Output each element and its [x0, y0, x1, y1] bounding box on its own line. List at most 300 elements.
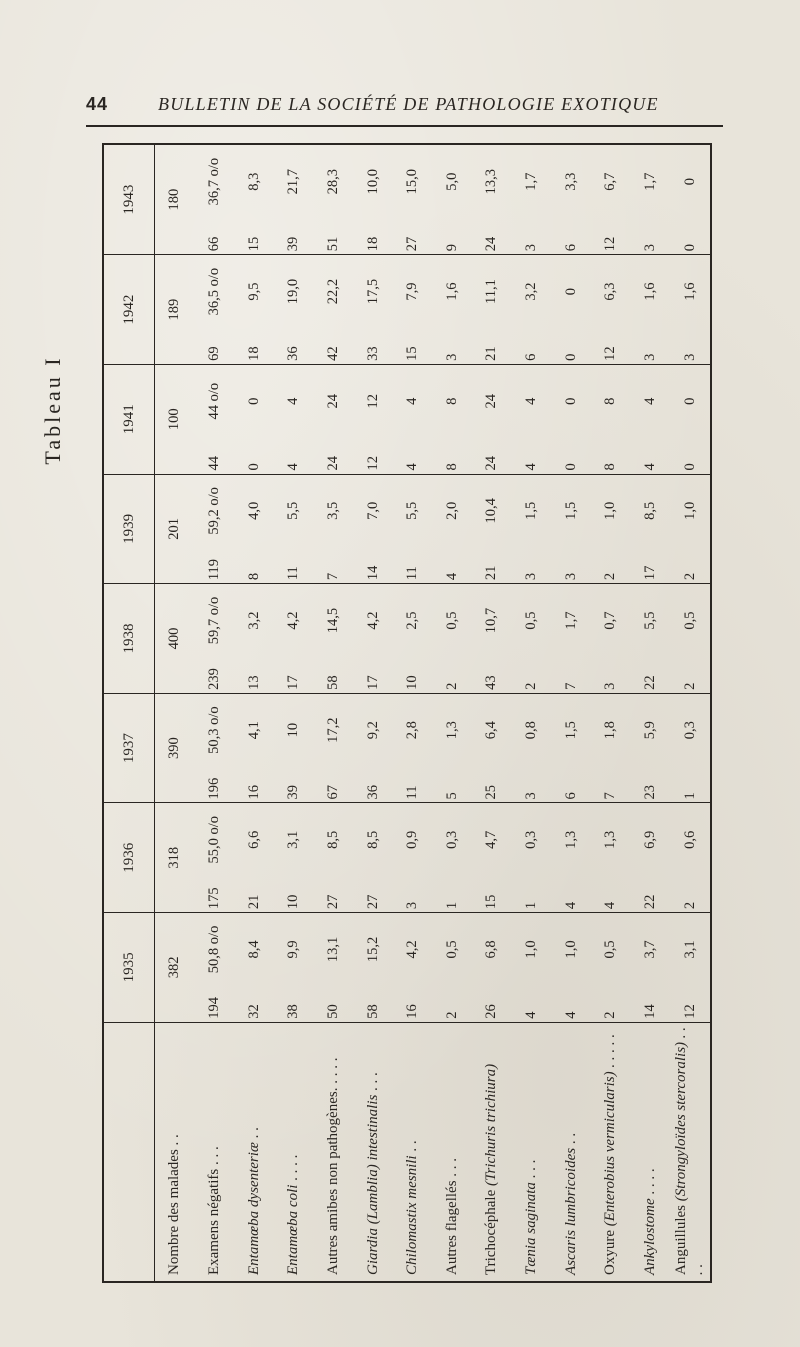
row-label	[353, 1022, 393, 1281]
cell-percent: 3,7	[641, 940, 658, 959]
cell-content	[563, 478, 580, 581]
data-cell	[353, 803, 393, 913]
table-row	[512, 145, 552, 1281]
data-cell	[472, 255, 512, 365]
data-cell	[591, 803, 631, 913]
cell-content	[523, 587, 540, 690]
cell-percent: 5,0	[443, 172, 460, 191]
cell-count: 4	[602, 901, 619, 910]
cell-percent: 0,5	[523, 611, 539, 630]
data-cell	[551, 913, 591, 1023]
cell-percent: 59,7 o/o	[206, 596, 222, 645]
cell-count: 175	[206, 887, 222, 910]
rotated-table	[104, 145, 710, 1281]
cell-total: 201	[166, 517, 183, 540]
cell-content	[285, 587, 302, 690]
cell-content	[285, 148, 302, 251]
data-cell	[472, 693, 512, 803]
cell-percent: 6,3	[602, 282, 619, 301]
table-row	[234, 145, 274, 1281]
cell-content	[682, 258, 699, 361]
cell-content	[444, 587, 461, 690]
cell-percent: 8,3	[245, 172, 262, 191]
cell-content	[483, 478, 500, 581]
corner-cell	[104, 1022, 155, 1281]
cell-content	[166, 148, 183, 251]
cell-count: 26	[483, 1004, 500, 1019]
data-cell	[155, 255, 195, 365]
row-label	[631, 1022, 671, 1281]
cell-content	[404, 368, 421, 471]
cell-count: 39	[285, 236, 302, 252]
cell-content	[246, 148, 263, 251]
cell-percent: 5,5	[285, 501, 302, 520]
year-header-3: 1938	[104, 584, 155, 694]
data-cell	[155, 803, 195, 913]
cell-count: 196	[206, 777, 222, 800]
cell-percent: 6,7	[602, 172, 619, 191]
data-cell	[432, 474, 472, 584]
cell-percent: 8,5	[641, 501, 658, 520]
cell-content	[563, 916, 580, 1019]
data-cell	[551, 145, 591, 255]
cell-count: 17	[285, 675, 302, 690]
cell-content	[166, 806, 183, 909]
row-label	[314, 1022, 354, 1281]
cell-content	[563, 368, 580, 471]
cell-total: 390	[166, 737, 183, 760]
year-header-4: 1939	[104, 474, 155, 584]
cell-content	[444, 368, 461, 471]
data-cell	[631, 145, 671, 255]
cell-percent: 8	[443, 397, 460, 405]
cell-content	[246, 478, 263, 581]
data-cell	[195, 913, 235, 1023]
row-label	[432, 1022, 472, 1281]
cell-content	[365, 258, 382, 361]
row-label	[591, 1022, 631, 1281]
cell-percent: 8,4	[245, 940, 262, 959]
cell-content	[483, 697, 500, 800]
cell-content	[325, 258, 342, 361]
data-cell	[472, 803, 512, 913]
cell-count: 15	[245, 236, 262, 252]
cell-content	[523, 916, 540, 1019]
data-cell	[512, 364, 552, 474]
row-label-italic: Entamœba coli	[285, 1184, 302, 1275]
cell-percent: 15,0	[404, 168, 421, 195]
cell-percent: 10	[285, 722, 302, 738]
cell-content	[206, 148, 223, 251]
cell-content	[523, 806, 540, 909]
cell-percent: 0	[245, 397, 262, 405]
cell-count: 24	[324, 456, 341, 471]
row-label-italic: (Trichuris trichiura)	[483, 1063, 500, 1186]
cell-percent: 4,2	[404, 940, 421, 959]
cell-count: 51	[324, 236, 341, 252]
header-rule	[86, 125, 723, 127]
data-cell	[670, 584, 710, 694]
row-label-text: Nombre des malades . .	[166, 1134, 183, 1275]
cell-content	[483, 368, 500, 471]
cell-percent: 3,1	[285, 830, 302, 849]
cell-percent: 2,8	[404, 721, 421, 740]
cell-content	[483, 587, 500, 690]
cell-content	[404, 916, 421, 1019]
cell-count: 2	[443, 682, 460, 690]
cell-count: 24	[483, 236, 500, 252]
cell-count: 3	[404, 901, 421, 910]
cell-content	[285, 258, 302, 361]
cell-percent: 0,6	[681, 830, 698, 849]
cell-count: 8	[443, 463, 460, 471]
cell-content	[483, 258, 500, 361]
data-cell	[472, 145, 512, 255]
cell-content	[365, 916, 382, 1019]
cell-content	[365, 587, 382, 690]
cell-count: 1	[681, 792, 698, 800]
cell-percent: 17,5	[364, 278, 381, 305]
data-cell	[155, 145, 195, 255]
cell-count: 2	[523, 682, 539, 690]
row-label	[670, 1022, 710, 1281]
cell-count: 33	[364, 346, 381, 361]
cell-percent: 3,2	[245, 611, 262, 630]
data-cell	[393, 474, 433, 584]
data-cell	[393, 364, 433, 474]
cell-percent: 1,6	[443, 282, 460, 301]
cell-content	[682, 587, 699, 690]
cell-content	[325, 148, 342, 251]
cell-percent: 5,5	[404, 501, 421, 520]
data-cell	[274, 474, 314, 584]
data-cell	[274, 693, 314, 803]
table-body	[155, 145, 711, 1281]
data-cell	[393, 693, 433, 803]
data-cell	[551, 474, 591, 584]
row-label-italic: Ascaris lumbricoides	[562, 1147, 579, 1275]
cell-percent: 0	[681, 397, 698, 405]
cell-count: 14	[364, 565, 381, 581]
cell-content	[246, 916, 263, 1019]
data-cell	[432, 803, 472, 913]
cell-percent: 7,0	[364, 501, 381, 520]
cell-content	[602, 806, 619, 909]
data-cell	[353, 584, 393, 694]
data-cell	[670, 255, 710, 365]
cell-count: 3	[602, 682, 619, 690]
data-cell	[195, 803, 235, 913]
cell-content	[285, 368, 302, 471]
cell-content	[602, 478, 619, 581]
cell-count: 0	[245, 463, 262, 471]
cell-percent: 19,0	[285, 278, 302, 305]
data-cell	[314, 693, 354, 803]
cell-count: 0	[681, 244, 698, 252]
data-cell	[314, 364, 354, 474]
row-label	[274, 1022, 314, 1281]
data-cell	[670, 364, 710, 474]
cell-percent: 2,0	[443, 501, 460, 520]
cell-percent: 8	[602, 397, 619, 405]
cell-content	[246, 368, 263, 471]
data-cell	[195, 693, 235, 803]
cell-count: 11	[404, 785, 421, 800]
cell-content	[483, 148, 500, 251]
cell-percent: 4,2	[285, 611, 302, 630]
data-cell	[432, 693, 472, 803]
row-label-text: . .	[404, 1140, 421, 1156]
cell-content	[206, 258, 223, 361]
cell-count: 38	[285, 1004, 302, 1019]
cell-content	[444, 148, 461, 251]
data-cell	[591, 584, 631, 694]
cell-percent: 0	[681, 178, 698, 186]
data-cell	[314, 145, 354, 255]
row-label-text: Autres amibes non pathogènes. . . . .	[324, 1057, 341, 1275]
data-cell	[195, 255, 235, 365]
cell-count: 0	[681, 463, 698, 471]
data-cell	[591, 913, 631, 1023]
table-row	[353, 145, 393, 1281]
cell-percent: 10,7	[483, 607, 500, 634]
data-cell	[314, 803, 354, 913]
row-label-text: Examens négatifs . . .	[206, 1146, 222, 1275]
cell-content	[563, 587, 580, 690]
cell-percent: 15,2	[364, 936, 381, 963]
cell-content	[682, 916, 699, 1019]
cell-percent: 8,5	[364, 830, 381, 849]
cell-count: 23	[641, 784, 658, 800]
data-cell	[274, 584, 314, 694]
data-cell	[155, 693, 195, 803]
data-cell	[274, 255, 314, 365]
cell-percent: 24	[324, 393, 341, 409]
cell-content	[682, 478, 699, 581]
page-number: 44	[86, 94, 109, 114]
cell-count: 15	[483, 894, 500, 910]
cell-percent: 9,5	[245, 282, 262, 301]
cell-count: 15	[404, 346, 421, 361]
cell-percent: 0,7	[602, 611, 619, 630]
cell-content	[365, 368, 382, 471]
cell-count: 16	[245, 784, 262, 800]
cell-percent: 8,5	[324, 830, 341, 849]
table-row	[195, 145, 235, 1281]
data-cell	[155, 913, 195, 1023]
tableau-frame	[102, 143, 712, 1283]
data-cell	[631, 803, 671, 913]
cell-content	[285, 478, 302, 581]
row-label-text: . . .	[523, 1159, 539, 1183]
cell-count: 13	[245, 675, 262, 690]
cell-percent: 1,5	[562, 721, 579, 740]
cell-count: 27	[364, 894, 381, 910]
cell-content	[642, 478, 659, 581]
cell-count: 66	[206, 236, 222, 252]
data-cell	[551, 255, 591, 365]
cell-content	[206, 697, 223, 800]
data-cell	[551, 584, 591, 694]
year-header-1: 1936	[104, 803, 155, 913]
tableau-title: Tableau I	[40, 355, 65, 465]
cell-percent: 9,2	[364, 721, 381, 740]
cell-percent: 1,5	[523, 501, 539, 520]
cell-count: 119	[206, 558, 222, 581]
row-label-text: . .	[562, 1132, 579, 1148]
data-cell	[512, 255, 552, 365]
cell-content	[682, 697, 699, 800]
cell-content	[523, 258, 540, 361]
cell-count: 12	[602, 236, 619, 252]
cell-percent: 4,1	[245, 721, 262, 740]
cell-content	[642, 258, 659, 361]
cell-percent: 50,8 o/o	[206, 925, 222, 974]
cell-content	[523, 368, 540, 471]
data-cell	[591, 145, 631, 255]
data-cell	[393, 803, 433, 913]
running-header	[86, 94, 726, 124]
data-cell	[551, 693, 591, 803]
cell-content	[602, 148, 619, 251]
data-cell	[631, 255, 671, 365]
year-header-6: 1942	[104, 255, 155, 365]
cell-content	[246, 258, 263, 361]
data-cell	[155, 364, 195, 474]
cell-content	[642, 916, 659, 1019]
data-cell	[353, 255, 393, 365]
cell-content	[642, 587, 659, 690]
year-header-row	[104, 145, 155, 1281]
cell-content	[404, 258, 421, 361]
cell-content	[602, 368, 619, 471]
data-cell	[195, 474, 235, 584]
cell-count: 2	[681, 901, 698, 910]
cell-percent: 13,1	[324, 936, 341, 963]
year-header-0: 1935	[104, 913, 155, 1023]
data-cell	[591, 255, 631, 365]
cell-percent: 50,3 o/o	[206, 706, 222, 754]
cell-count: 24	[483, 456, 500, 471]
table-row	[155, 145, 195, 1281]
cell-count: 42	[324, 346, 341, 361]
cell-percent: 1,0	[523, 940, 539, 959]
cell-count: 12	[681, 1004, 698, 1019]
cell-percent: 0,5	[681, 611, 698, 630]
cell-count: 3	[681, 353, 698, 361]
cell-content	[682, 368, 699, 471]
cell-content	[166, 478, 183, 581]
data-cell	[234, 255, 274, 365]
cell-content	[285, 806, 302, 909]
data-cell	[353, 474, 393, 584]
row-label	[551, 1022, 591, 1281]
cell-content	[206, 478, 223, 581]
data-cell	[274, 913, 314, 1023]
cell-count: 10	[404, 675, 421, 690]
row-label-italic: (Strongyloïdes stercoralis) . . . .	[673, 1026, 707, 1275]
data-cell	[353, 145, 393, 255]
cell-count: 3	[523, 244, 539, 252]
data-cell	[512, 474, 552, 584]
table-row	[670, 145, 710, 1281]
data-cell	[512, 584, 552, 694]
cell-count: 69	[206, 346, 222, 361]
data-cell	[551, 803, 591, 913]
table-row	[314, 145, 354, 1281]
cell-count: 4	[641, 463, 658, 471]
cell-total: 318	[166, 846, 183, 869]
cell-percent: 28,3	[324, 168, 341, 195]
cell-count: 8	[602, 463, 619, 471]
cell-content	[246, 587, 263, 690]
data-cell	[314, 474, 354, 584]
cell-percent: 21,7	[285, 168, 302, 195]
cell-count: 239	[206, 668, 222, 690]
row-label-text: Autres flagellés . . .	[443, 1157, 460, 1275]
cell-percent: 1,0	[562, 940, 579, 959]
cell-content	[325, 806, 342, 909]
cell-count: 1	[443, 901, 460, 910]
cell-content	[642, 148, 659, 251]
cell-count: 17	[641, 565, 658, 581]
cell-count: 27	[324, 894, 341, 910]
cell-count: 6	[523, 353, 539, 361]
cell-percent: 3,1	[681, 940, 698, 959]
cell-percent: 5,9	[641, 721, 658, 740]
cell-count: 2	[681, 682, 698, 690]
cell-percent: 6,6	[245, 830, 262, 849]
cell-count: 7	[602, 792, 619, 800]
cell-content	[325, 697, 342, 800]
cell-count: 11	[404, 566, 421, 581]
row-label	[472, 1022, 512, 1281]
cell-content	[563, 806, 580, 909]
cell-content	[365, 697, 382, 800]
cell-count: 58	[364, 1004, 381, 1019]
cell-percent: 17,2	[324, 717, 341, 743]
cell-percent: 1,3	[602, 830, 619, 849]
cell-count: 10	[285, 894, 302, 910]
cell-count: 25	[483, 784, 500, 800]
cell-total: 382	[166, 956, 183, 979]
cell-percent: 0,8	[523, 721, 539, 740]
year-header-7: 1943	[104, 145, 155, 255]
cell-count: 12	[602, 346, 619, 361]
data-cell	[234, 693, 274, 803]
data-cell	[195, 584, 235, 694]
cell-percent: 7,9	[404, 282, 421, 301]
cell-content	[206, 587, 223, 690]
cell-percent: 12	[364, 393, 381, 409]
cell-percent: 1,7	[562, 611, 579, 630]
cell-count: 18	[364, 236, 381, 252]
cell-content	[206, 916, 223, 1019]
cell-content	[285, 697, 302, 800]
cell-percent: 9,9	[285, 940, 302, 959]
data-cell	[670, 693, 710, 803]
data-cell	[631, 364, 671, 474]
cell-percent: 6,8	[483, 940, 500, 959]
cell-content	[563, 258, 580, 361]
cell-percent: 1,7	[641, 172, 658, 191]
cell-count: 36	[285, 346, 302, 361]
cell-percent: 14,5	[324, 607, 341, 634]
data-cell	[155, 584, 195, 694]
cell-content	[166, 368, 183, 471]
data-cell	[314, 584, 354, 694]
cell-count: 2	[443, 1011, 460, 1019]
